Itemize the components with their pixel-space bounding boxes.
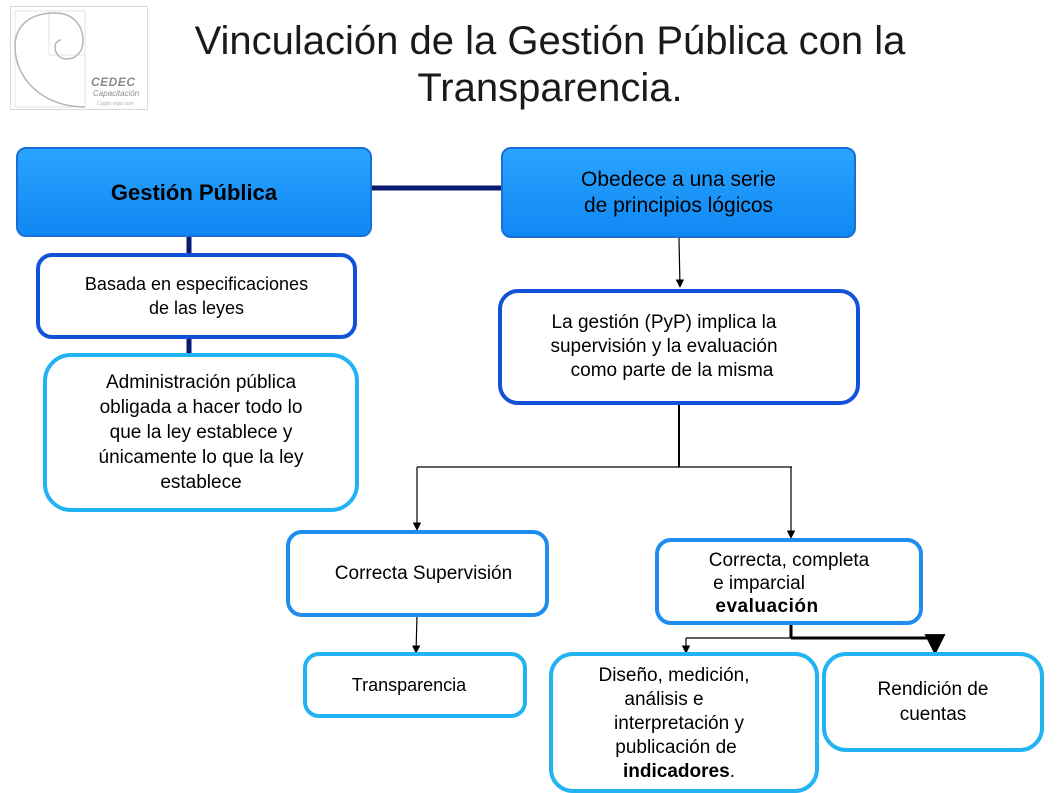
node-indicadores [549, 652, 819, 793]
node-rendicion-cuentas [822, 652, 1044, 752]
node-indicadores-line-5 [623, 760, 735, 784]
logo-tagline: Cogito ergo sum [97, 101, 134, 107]
arrow-principios-pyp [679, 238, 680, 287]
node-administracion-line-3: que la ley establece y [109, 422, 293, 443]
node-administracion-line-1: Administración pública [105, 372, 297, 393]
node-evaluacion-line-3: evaluación [715, 596, 819, 617]
title-line-2: Transparencia. [417, 66, 683, 110]
node-indicadores-keyword: indicadores [623, 760, 730, 782]
node-administracion-line-5: establece [160, 472, 242, 493]
node-evaluacion-line-1: Correcta, completa [708, 550, 870, 571]
node-principios-logicos [501, 147, 856, 238]
node-indicadores-period: . [729, 760, 735, 782]
node-indicadores-line-1: Diseño, medición, [598, 664, 750, 686]
node-gestion-pyp-line-3: como parte de la misma [570, 360, 774, 381]
node-correcta-supervision [286, 530, 549, 617]
node-administracion-line-2: obligada a hacer todo lo [99, 397, 303, 418]
node-gestion-pyp-line-1: La gestión (PyP) implica la [551, 312, 777, 333]
node-supervision-label: Correcta Supervisión [334, 563, 513, 584]
node-principios-line-2: de principios lógicos [583, 193, 774, 217]
node-indicadores-line-3: interpretación y [614, 712, 744, 734]
node-transparencia-label: Transparencia [351, 674, 467, 695]
node-indicadores-line-2: análisis e [624, 688, 704, 710]
node-correcta-evaluacion [655, 538, 923, 625]
node-administracion-line-4: únicamente lo que la ley [98, 447, 304, 468]
node-gestion-pyp-line-2: supervisión y la evaluación [550, 336, 778, 357]
node-gestion-publica [16, 147, 372, 237]
title-line-1: Vinculación de la Gestión Pública con la [194, 19, 906, 63]
node-rendicion-line-2: cuentas [899, 704, 967, 725]
node-gestion-publica-label: Gestión Pública [110, 179, 278, 205]
node-gestion-pyp [498, 289, 860, 405]
node-principios-line-1: Obedece a una serie [581, 167, 776, 191]
logo-subtitle: Capacitación [93, 89, 140, 98]
arrow-supervision-transparencia [416, 616, 417, 653]
node-rendicion-line-1: Rendición de [877, 679, 989, 700]
node-indicadores-line-4: publicación de [615, 736, 737, 758]
node-transparencia [303, 652, 527, 718]
node-especificaciones-line-2: de las leyes [148, 298, 245, 318]
node-especificaciones-line-1: Basada en especificaciones [84, 274, 309, 294]
node-especificaciones-leyes [36, 253, 357, 339]
node-administracion-publica [43, 353, 359, 512]
logo-name: CEDEC [91, 75, 136, 89]
node-evaluacion-line-2: e imparcial [713, 573, 805, 594]
